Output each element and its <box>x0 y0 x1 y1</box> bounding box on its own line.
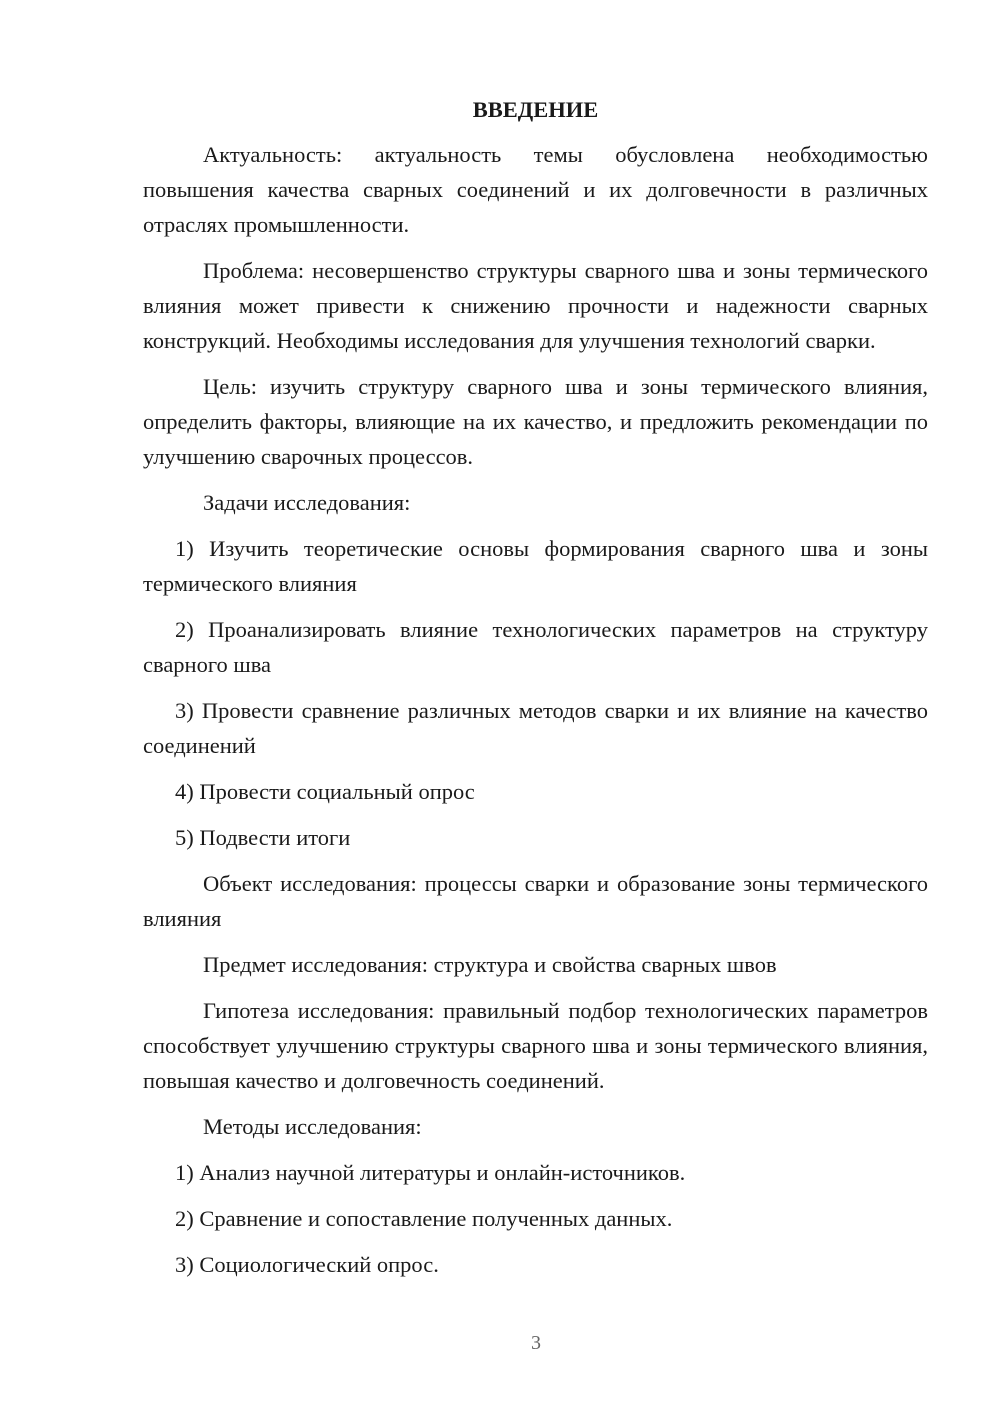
object-paragraph: Объект исследования: процессы сварки и образование зоны термического влияния <box>143 871 928 931</box>
tasks-title: Задачи исследования: <box>203 490 411 515</box>
page-number: 3 <box>531 1332 541 1354</box>
section-heading: ВВЕДЕНИЕ <box>472 97 599 122</box>
task-item-1: 1) Изучить теоретические основы формирования сварного шва и зоны термического влияния <box>143 536 928 596</box>
method-item-3: 3) Социологический опрос. <box>175 1252 439 1277</box>
document-page <box>143 90 928 1293</box>
relevance-paragraph: Актуальность: актуальность темы обусловлена необходимостью повышения качества сварных соединений и их долговечности в различных отраслях промышленности. <box>143 142 928 237</box>
goal-paragraph: Цель: изучить структуру сварного шва и зоны термического влияния, определить факторы, влияющие на их качество, и предложить рекомендации по улучшению сварочных процессов. <box>143 374 928 469</box>
hypothesis-paragraph: Гипотеза исследования: правильный подбор технологических параметров способствует улучшению структуры сварного шва и зоны термического влияния, повышая качество и долговечность соединений. <box>143 998 928 1093</box>
task-item-5: 5) Подвести итоги <box>175 825 351 850</box>
method-item-1: 1) Анализ научной литературы и онлайн-источников. <box>175 1160 686 1185</box>
problem-paragraph: Проблема: несовершенство структуры сварного шва и зоны термического влияния может привести к снижению прочности и надежности сварных конструкций. Необходимы исследования для улучшения технологий сварки. <box>143 258 928 353</box>
task-item-2: 2) Проанализировать влияние технологических параметров на структуру сварного шва <box>143 617 928 677</box>
subject-paragraph: Предмет исследования: структура и свойства сварных швов <box>203 952 777 977</box>
method-item-2: 2) Сравнение и сопоставление полученных данных. <box>175 1206 673 1231</box>
methods-title: Методы исследования: <box>203 1114 422 1139</box>
task-item-4: 4) Провести социальный опрос <box>175 779 475 804</box>
task-item-3: 3) Провести сравнение различных методов сварки и их влияние на качество соединений <box>143 698 928 758</box>
